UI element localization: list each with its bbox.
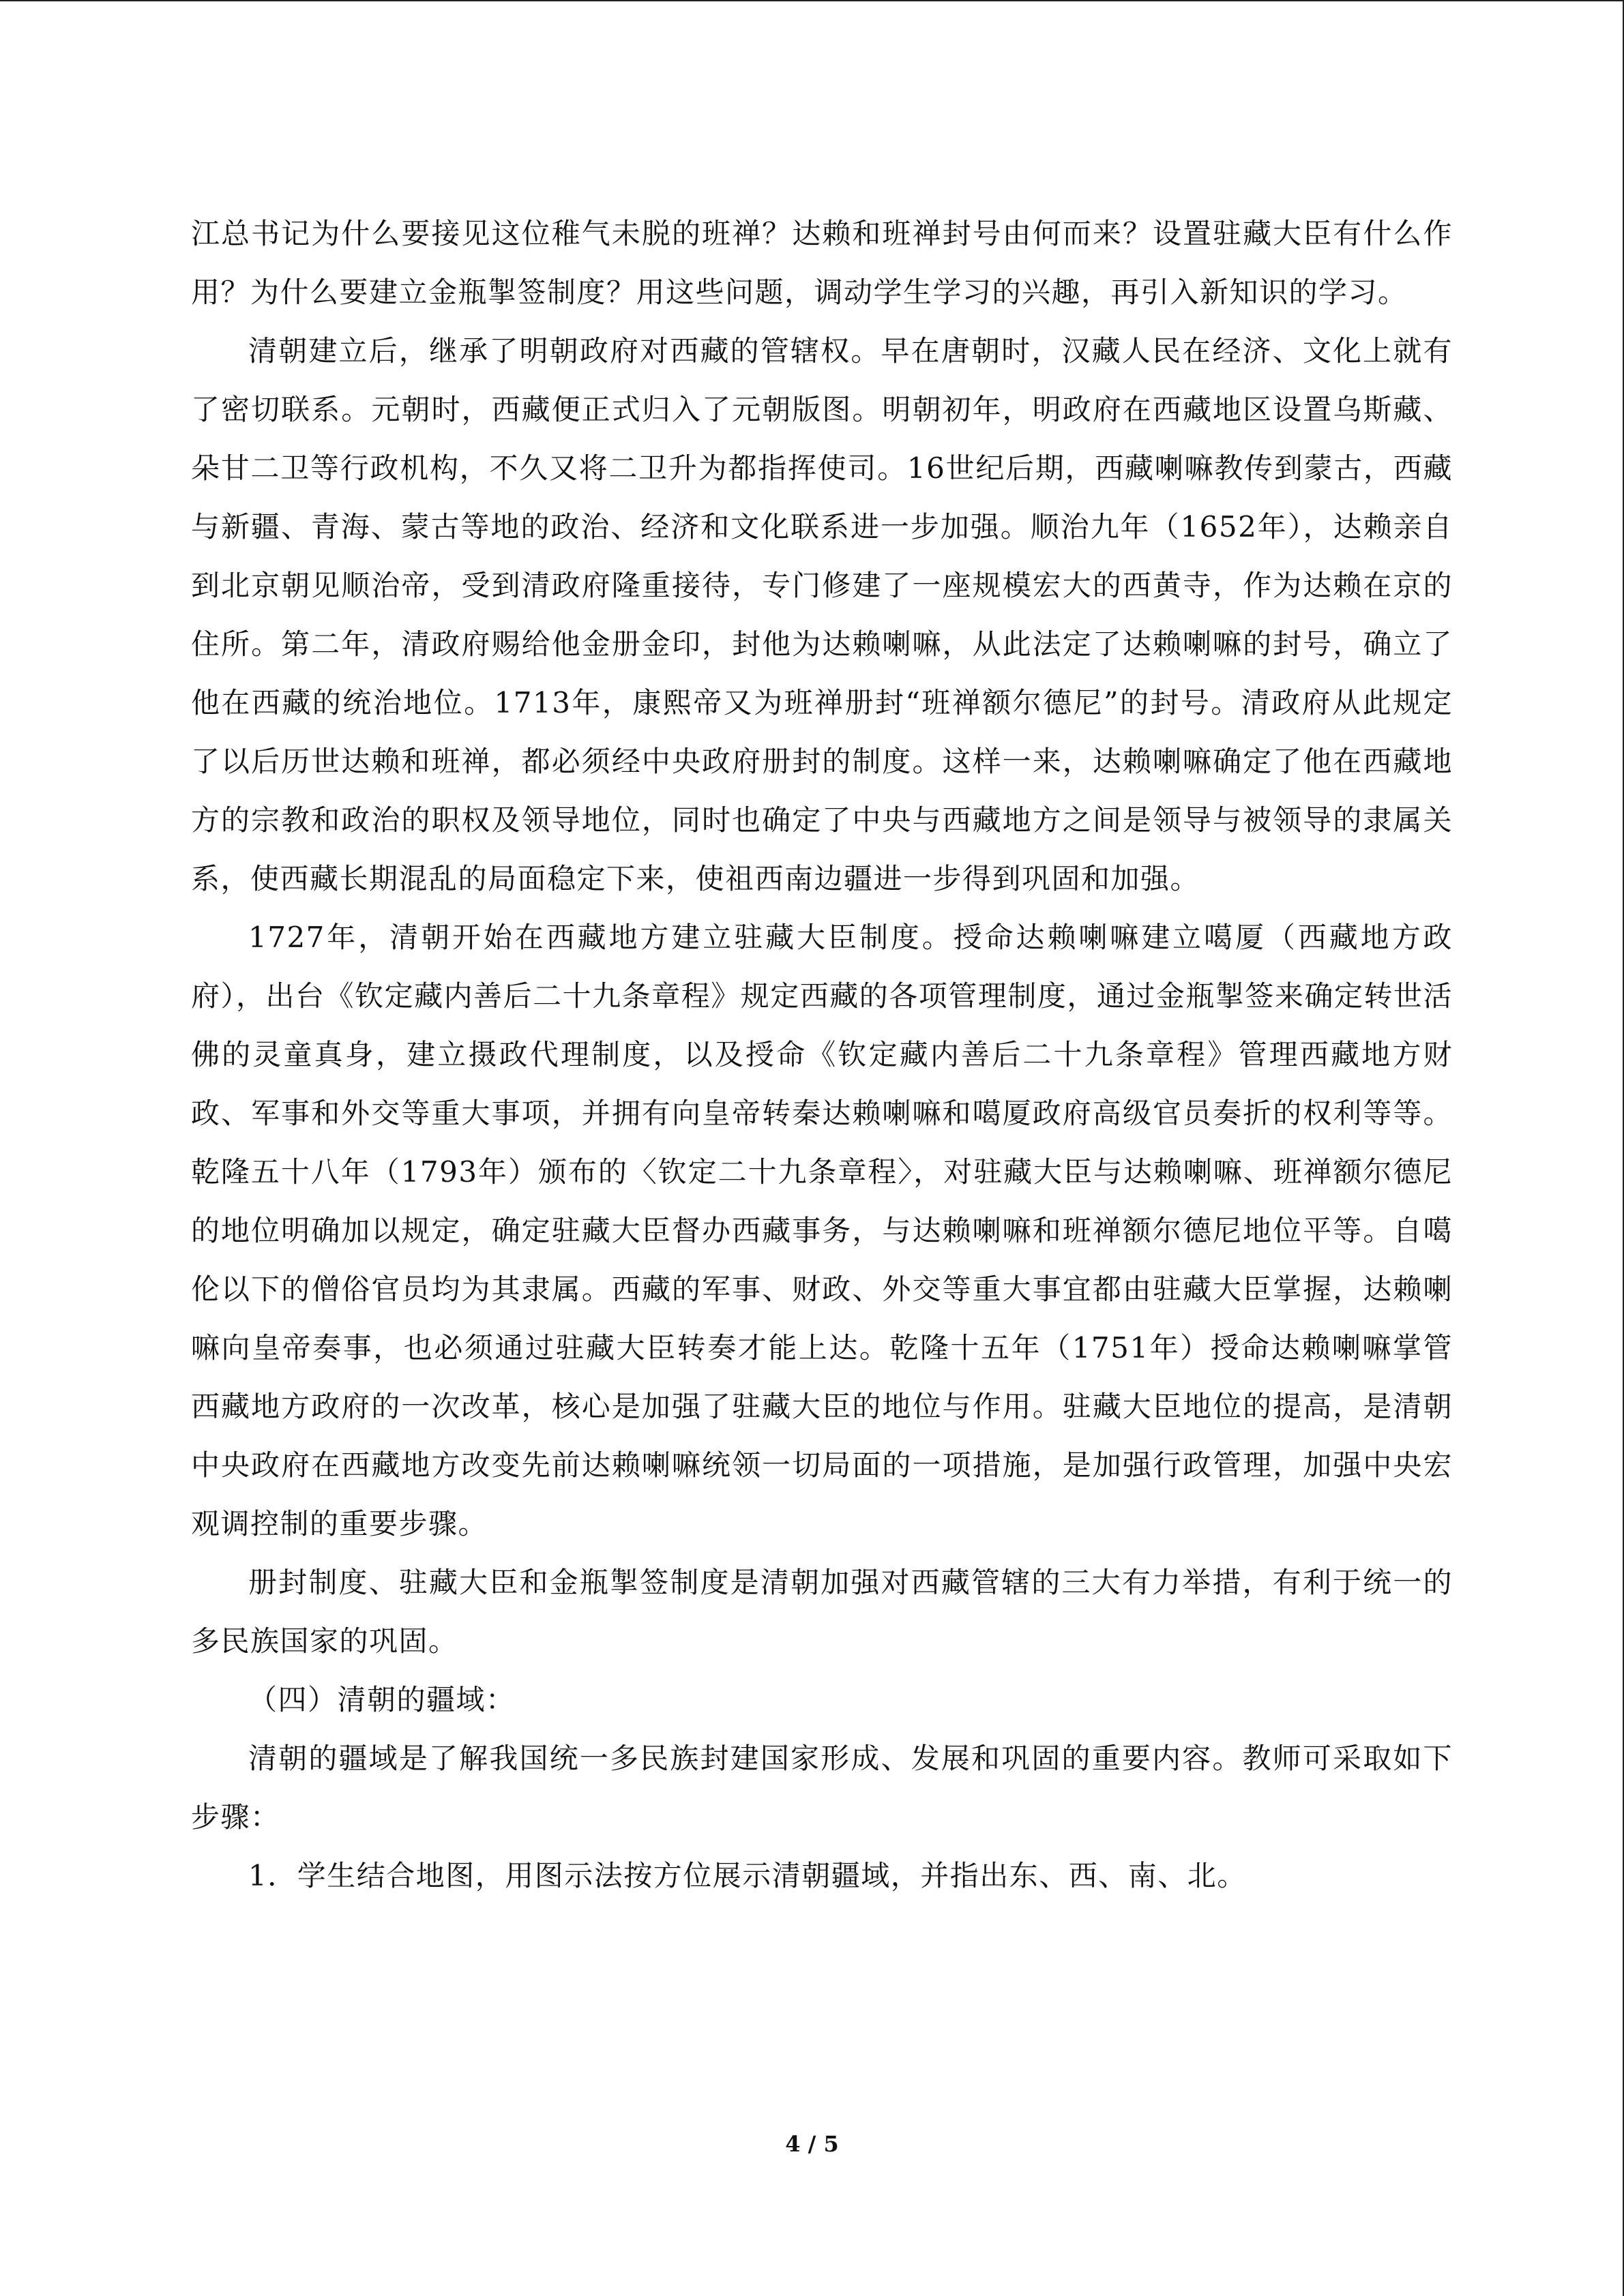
paragraph-continuation: 江总书记为什么要接见这位稚气未脱的班禅？达赖和班禅封号由何而来？设置驻藏大臣有什么作用？为什么要建立金瓶掣签制度？用这些问题，调动学生学习的兴趣，再引入新知识的学习。 bbox=[191, 217, 1453, 309]
list-item-step-1: 1．学生结合地图，用图示法按方位展示清朝疆域，并指出东、西、南、北。 bbox=[248, 1859, 1247, 1892]
section-heading-qing-territory: （四）清朝的疆域： bbox=[248, 1683, 516, 1716]
paragraph-territory-intro: 清朝的疆域是了解我国统一多民族封建国家形成、发展和巩固的重要内容。教师可采取如下步骤： bbox=[191, 1742, 1453, 1834]
paragraph-qing-tibet-jurisdiction: 清朝建立后，继承了明朝政府对西藏的管辖权。早在唐朝时，汉藏人民在经济、文化上就有了密切联系。元朝时，西藏便正式归入了元朝版图。明朝初年，明政府在西藏地区设置乌斯藏、朵甘二卫等行政机构，不久又将二卫升为都指挥使司。16世纪后期，西藏喇嘛教传到蒙古，西藏与新疆、青海、蒙古等地的政治、经济和文化联系进一步加强。顺治九年（1652年），达赖亲自到北京朝见顺治帝，受到清政府隆重接待，专门修建了一座规模宏大的西黄寺，作为达赖在京的住所。第二年，清政府赐给他金册金印，封他为达赖喇嘛，从此法定了达赖喇嘛的封号，确立了他在西藏的统治地位。1713年，康熙帝又为班禅册封“班禅额尔德尼”的封号。清政府从此规定了以后历世达赖和班禅，都必须经中央政府册封的制度。这样一来，达赖喇嘛确定了他在西藏地方的宗教和政治的职权及领导地位，同时也确定了中央与西藏地方之间是领导与被领导的隶属关系，使西藏长期混乱的局面稳定下来，使祖西南边疆进一步得到巩固和加强。 bbox=[191, 334, 1453, 895]
paragraph-three-measures: 册封制度、驻藏大臣和金瓶掣签制度是清朝加强对西藏管辖的三大有力举措，有利于统一的多民族国家的巩固。 bbox=[191, 1566, 1453, 1658]
paragraph-resident-minister-system: 1727年，清朝开始在西藏地方建立驻藏大臣制度。授命达赖喇嘛建立噶厦（西藏地方政府），出台《钦定藏内善后二十九条章程》规定西藏的各项管理制度，通过金瓶掣签来确定转世活佛的灵童真身，建立摄政代理制度，以及授命《钦定藏内善后二十九条章程》管理西藏地方财政、军事和外交等重大事项，并拥有向皇帝转秦达赖喇嘛和噶厦政府高级官员奏折的权利等等。乾隆五十八年（1793年）颁布的〈钦定二十九条章程〉，对驻藏大臣与达赖喇嘛、班禅额尔德尼的地位明确加以规定，确定驻藏大臣督办西藏事务，与达赖喇嘛和班禅额尔德尼地位平等。自噶伦以下的僧俗官员均为其隶属。西藏的军事、财政、外交等重大事宜都由驻藏大臣掌握，达赖喇嘛向皇帝奏事，也必须通过驻藏大臣转奏才能上达。乾隆十五年（1751年）授命达赖喇嘛掌管西藏地方政府的一次改革，核心是加强了驻藏大臣的地位与作用。驻藏大臣地位的提高，是清朝中央政府在西藏地方改变先前达赖喇嘛统领一切局面的一项措施，是加强行政管理，加强中央宏观调控制的重要步骤。 bbox=[191, 921, 1453, 1540]
page-border-top bbox=[0, 0, 1624, 1]
page-number: 4 / 5 bbox=[785, 2131, 839, 2157]
document-body bbox=[191, 205, 1453, 1905]
